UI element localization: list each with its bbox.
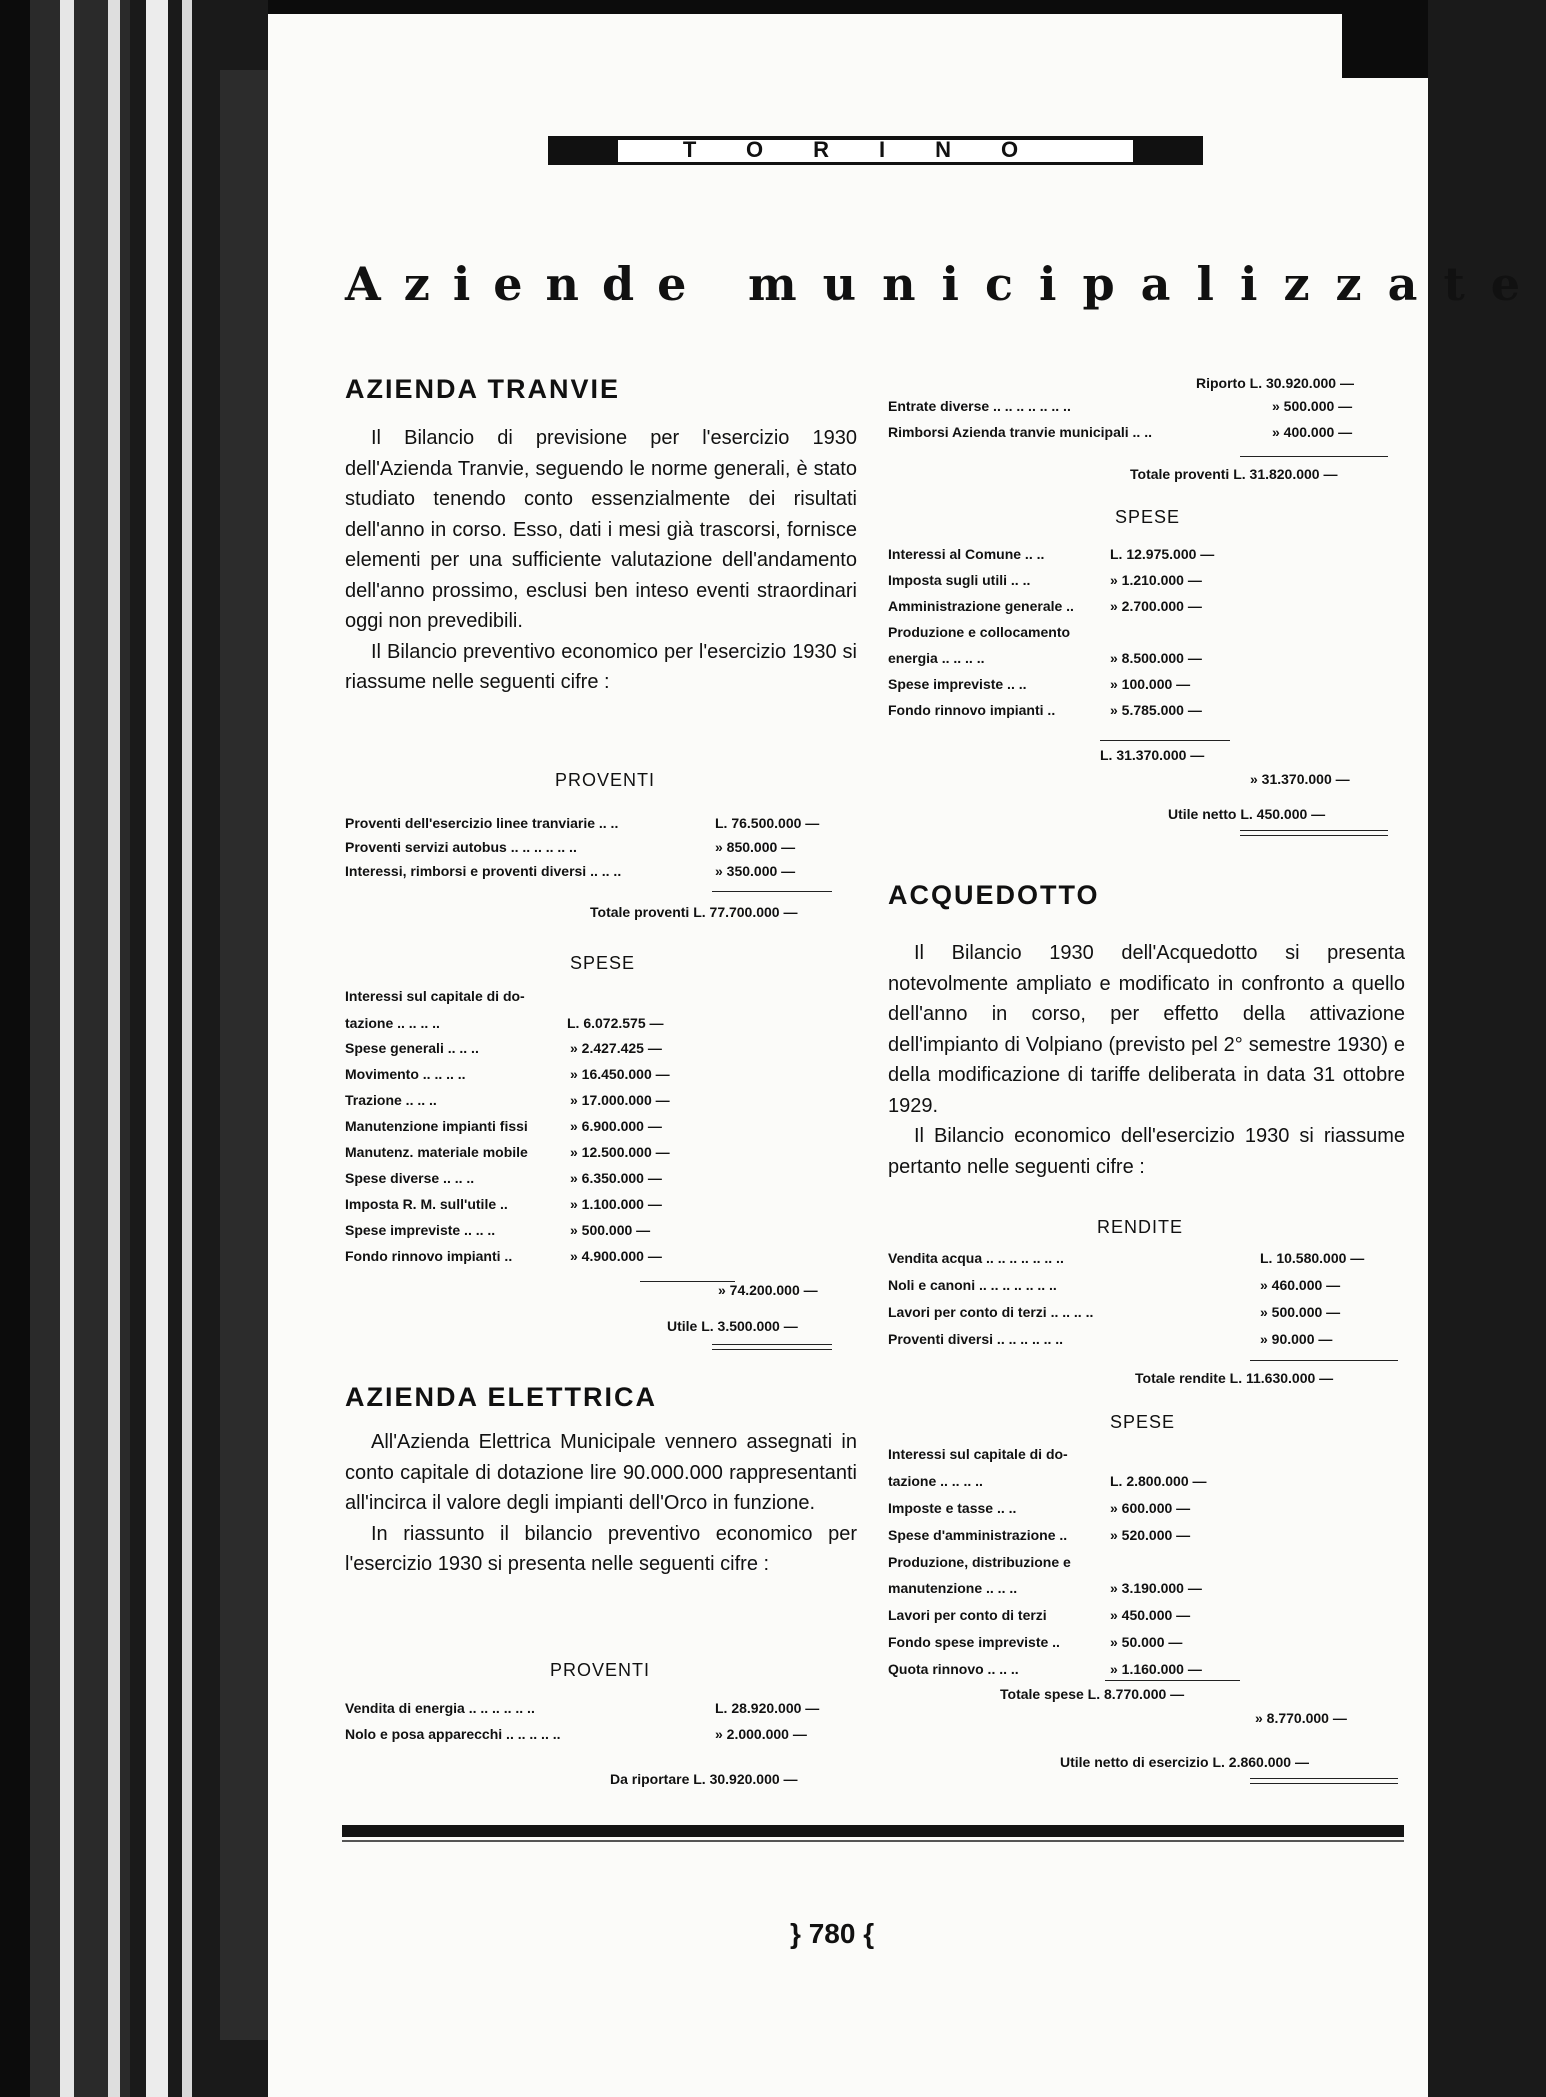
footer-rule (342, 1825, 1404, 1837)
row-value: » 520.000 — (1110, 1527, 1191, 1543)
row-label: Nolo e posa apparecchi .. .. .. .. .. (345, 1726, 561, 1742)
tranvie-text (345, 423, 857, 698)
elettrica-paragraph-1: All'Azienda Elettrica Municipale vennero assegnati in conto capitale di dotazione lire 90.000.000 rappresentanti all'incirca il valore degli impianti dell'Orco in funzione. (345, 1431, 857, 1514)
row-label: Noli e canoni .. .. .. .. .. .. .. (888, 1277, 1057, 1293)
row-label: Vendita di energia .. .. .. .. .. .. (345, 1700, 535, 1716)
elettrica-spese-heading: SPESE (1115, 507, 1181, 527)
table-row (888, 1250, 1408, 1277)
acquedotto-rendite-table (888, 1250, 1408, 1358)
double-rule (1240, 835, 1388, 836)
row-value: » 6.900.000 — (570, 1118, 662, 1134)
table-row (888, 398, 1408, 424)
title-word-1: Aziende (345, 257, 710, 311)
elettrica-spese-subtotal: L. 31.370.000 — (1100, 747, 1205, 763)
row-label: tazione .. .. .. .. (345, 1015, 440, 1031)
row-label: Movimento .. .. .. .. (345, 1066, 466, 1082)
section-heading-elettrica: AZIENDA ELETTRICA (345, 1382, 657, 1412)
sum-line (1105, 1680, 1240, 1681)
tranvie-paragraph-1: Il Bilancio di previsione per l'esercizio 1930 dell'Azienda Tranvie, seguendo le norme generali, è stato studiato tenendo conto essenzialmente dei risultati dell'anno in corso. Esso, dati i mesi già trascorsi, fornisce elementi per una sufficiente valutazione dell'andamento dell'anno prossimo, esclusi ben inteso eventi straordinari oggi non prevedibili. (345, 427, 857, 632)
row-label: Interessi al Comune .. .. (888, 546, 1045, 562)
table-row (888, 1304, 1408, 1331)
double-rule (1250, 1783, 1398, 1784)
elettrica-text (345, 1427, 857, 1580)
row-label: Proventi diversi .. .. .. .. .. .. (888, 1331, 1064, 1347)
row-label: energia .. .. .. .. (888, 650, 985, 666)
row-label: Proventi dell'esercizio linee tranviarie .. .. (345, 815, 619, 831)
page-shadow (220, 70, 268, 2040)
tranvie-paragraph-2: Il Bilancio preventivo economico per l'esercizio 1930 si riassume nelle seguenti cifre : (345, 640, 857, 693)
row-value: » 12.500.000 — (570, 1144, 670, 1160)
table-row (888, 1554, 1268, 1580)
row-value: » 500.000 — (1260, 1304, 1341, 1320)
row-value: » 5.785.000 — (1110, 702, 1202, 718)
row-label: Trazione .. .. .. (345, 1092, 437, 1108)
table-row (888, 1661, 1268, 1688)
tranvie-totale-proventi: Totale proventi L. 77.700.000 — (590, 904, 798, 920)
acquedotto-spese-heading: SPESE (1110, 1412, 1176, 1432)
row-value: L. 12.975.000 — (1110, 546, 1215, 562)
row-value: » 50.000 — (1110, 1634, 1183, 1650)
double-rule (712, 1349, 832, 1350)
acquedotto-text (888, 938, 1405, 1182)
elettrica-da-riportare: Da riportare L. 30.920.000 — (610, 1771, 798, 1787)
double-rule (1240, 830, 1388, 831)
row-value: » 3.190.000 — (1110, 1580, 1202, 1596)
table-row (888, 702, 1268, 728)
double-rule (1250, 1778, 1398, 1779)
row-value: » 2.000.000 — (715, 1726, 807, 1742)
row-label: Quota rinnovo .. .. .. (888, 1661, 1019, 1677)
row-label: Manutenz. materiale mobile (345, 1144, 528, 1160)
table-row (345, 1040, 725, 1066)
section-heading-tranvie: AZIENDA TRANVIE (345, 374, 621, 404)
elettrica-proventi-cont-table (888, 398, 1408, 450)
acquedotto-totale-spese: Totale spese L. 8.770.000 — (1000, 1686, 1185, 1702)
row-label: Spese d'amministrazione .. (888, 1527, 1068, 1543)
table-row (888, 650, 1268, 676)
acquedotto-spese-table (888, 1446, 1268, 1688)
row-value: » 16.450.000 — (570, 1066, 670, 1082)
table-row (888, 1277, 1408, 1304)
table-row (345, 1066, 725, 1092)
page-number-ornament-left: } (790, 1918, 801, 1949)
row-value: L. 76.500.000 — (715, 815, 820, 831)
row-label: Vendita acqua .. .. .. .. .. .. .. (888, 1250, 1064, 1266)
table-row (345, 1248, 725, 1274)
acquedotto-totale-rendite: Totale rendite L. 11.630.000 — (1135, 1370, 1334, 1386)
row-value: » 850.000 — (715, 839, 796, 855)
row-label: Fondo rinnovo impianti .. (888, 702, 1056, 718)
book-edge (0, 0, 30, 2097)
row-label: Lavori per conto di terzi .. .. .. .. (888, 1304, 1094, 1320)
top-border (268, 0, 1428, 14)
row-value: » 350.000 — (715, 863, 796, 879)
header-band (548, 136, 1203, 165)
row-value: » 4.900.000 — (570, 1248, 662, 1264)
row-label: Proventi servizi autobus .. .. .. .. .. .. (345, 839, 577, 855)
footer-rule-thin (342, 1840, 1404, 1842)
row-label: manutenzione .. .. .. (888, 1580, 1018, 1596)
page-number (790, 1918, 874, 1950)
table-row (345, 988, 725, 1015)
row-label: Imposta sugli utili .. .. (888, 572, 1031, 588)
title-word-2: municipalizzate (748, 257, 1546, 311)
sum-line (1240, 456, 1388, 457)
row-value: » 460.000 — (1260, 1277, 1341, 1293)
table-row (888, 424, 1408, 450)
table-row (345, 863, 845, 887)
table-row (345, 1092, 725, 1118)
row-label: Interessi sul capitale di do- (888, 1446, 1068, 1462)
sum-line (1250, 1360, 1398, 1361)
row-label: Fondo rinnovo impianti .. (345, 1248, 513, 1264)
row-label: Spese impreviste .. .. .. (345, 1222, 496, 1238)
table-row (888, 1446, 1268, 1473)
page-number-value: 780 (808, 1918, 856, 1949)
row-label: Manutenzione impianti fissi (345, 1118, 528, 1134)
row-value: » 1.100.000 — (570, 1196, 662, 1212)
table-row (345, 1118, 725, 1144)
elettrica-spese-table (888, 546, 1268, 728)
row-value: » 2.427.425 — (570, 1040, 662, 1056)
page-edge (146, 0, 168, 2097)
elettrica-proventi-table (345, 1700, 845, 1752)
table-row (888, 1527, 1268, 1554)
row-label: Interessi, rimborsi e proventi diversi .. .. .. (345, 863, 622, 879)
table-row (345, 1144, 725, 1170)
table-row (888, 676, 1268, 702)
acquedotto-rendite-heading: RENDITE (1097, 1217, 1184, 1237)
table-row (888, 624, 1268, 650)
row-label: Spese diverse .. .. .. (345, 1170, 475, 1186)
row-value: » 500.000 — (570, 1222, 651, 1238)
row-value: » 6.350.000 — (570, 1170, 662, 1186)
row-value: » 100.000 — (1110, 676, 1191, 692)
row-label: Fondo spese impreviste .. (888, 1634, 1060, 1650)
row-value: » 8.500.000 — (1110, 650, 1202, 666)
table-row (888, 546, 1268, 572)
row-value: L. 6.072.575 — (567, 1015, 664, 1031)
row-value: L. 2.800.000 — (1110, 1473, 1207, 1489)
table-row (345, 1170, 725, 1196)
table-row (888, 1473, 1268, 1500)
page-number-ornament-right: { (863, 1918, 875, 1949)
elettrica-utile: Utile netto L. 450.000 — (1168, 806, 1326, 822)
table-row (888, 1331, 1408, 1358)
table-row (888, 572, 1268, 598)
row-value: » 600.000 — (1110, 1500, 1191, 1516)
section-heading-acquedotto: ACQUEDOTTO (888, 880, 1100, 910)
row-label: Spese impreviste .. .. (888, 676, 1027, 692)
tranvie-proventi-heading: PROVENTI (555, 770, 656, 790)
row-value: » 1.210.000 — (1110, 572, 1202, 588)
sum-line (1100, 740, 1230, 741)
acquedotto-paragraph-2: Il Bilancio economico dell'esercizio 1930 si riassume pertanto nelle seguenti cifre : (888, 1125, 1405, 1178)
row-value: » 2.700.000 — (1110, 598, 1202, 614)
elettrica-totale-proventi: Totale proventi L. 31.820.000 — (1130, 466, 1338, 482)
row-label: Imposte e tasse .. .. (888, 1500, 1017, 1516)
tranvie-spese-table (345, 988, 725, 1274)
row-value: L. 28.920.000 — (715, 1700, 820, 1716)
table-row (345, 1196, 725, 1222)
sum-line (712, 891, 832, 892)
row-label: Imposta R. M. sull'utile .. (345, 1196, 508, 1212)
elettrica-paragraph-2: In riassunto il bilancio preventivo economico per l'esercizio 1930 si presenta nelle seguenti cifre : (345, 1522, 857, 1575)
tranvie-spese-heading: SPESE (570, 953, 636, 973)
row-value: » 1.160.000 — (1110, 1661, 1202, 1677)
table-row (345, 1700, 845, 1726)
table-row (345, 815, 845, 839)
page-edge (182, 0, 192, 2097)
table-row (345, 1222, 725, 1248)
acquedotto-utile: Utile netto di esercizio L. 2.860.000 — (1060, 1754, 1309, 1770)
page-edge (108, 0, 120, 2097)
row-value: » 400.000 — (1272, 424, 1353, 440)
acquedotto-spese-total: » 8.770.000 — (1255, 1710, 1347, 1726)
row-value: » 90.000 — (1260, 1331, 1333, 1347)
row-label: Amministrazione generale .. (888, 598, 1074, 614)
elettrica-proventi-heading: PROVENTI (550, 1660, 651, 1680)
acquedotto-paragraph-1: Il Bilancio 1930 dell'Acquedotto si presenta notevolmente ampliato e modificato in confronto a quello dell'anno in corso, per effetto della attivazione dell'impianto di Volpiano (previsto pel 2° semestre 1930) e della modificazione di tariffe deliberata in data 31 ottobre 1929. (888, 942, 1405, 1117)
double-rule (712, 1344, 832, 1345)
tranvie-utile: Utile L. 3.500.000 — (667, 1318, 798, 1334)
header-city: TORINO (682, 137, 1069, 162)
row-value: » 500.000 — (1272, 398, 1353, 414)
table-row (888, 598, 1268, 624)
page-edge (60, 0, 74, 2097)
tranvie-proventi-table (345, 815, 845, 887)
table-row (888, 1607, 1268, 1634)
corner-shadow (1342, 0, 1428, 78)
row-label: Entrate diverse .. .. .. .. .. .. .. (888, 398, 1071, 414)
tranvie-spese-total: » 74.200.000 — (718, 1282, 818, 1298)
elettrica-spese-total: » 31.370.000 — (1250, 771, 1350, 787)
elettrica-riporto: Riporto L. 30.920.000 — (1196, 375, 1354, 391)
row-label: Spese generali .. .. .. (345, 1040, 479, 1056)
table-row (888, 1500, 1268, 1527)
table-row (345, 839, 845, 863)
row-label: tazione .. .. .. .. (888, 1473, 983, 1489)
row-value: » 17.000.000 — (570, 1092, 670, 1108)
row-label: Produzione e collocamento (888, 624, 1071, 640)
row-label: Rimborsi Azienda tranvie municipali .. .. (888, 424, 1152, 440)
row-label: Produzione, distribuzione e (888, 1554, 1071, 1570)
page-title (345, 257, 1546, 311)
row-value: L. 10.580.000 — (1260, 1250, 1365, 1266)
table-row (888, 1634, 1268, 1661)
row-label: Lavori per conto di terzi (888, 1607, 1047, 1623)
table-row (345, 1015, 725, 1040)
row-label: Interessi sul capitale di do- (345, 988, 525, 1004)
row-value: » 450.000 — (1110, 1607, 1191, 1623)
table-row (888, 1580, 1268, 1607)
table-row (345, 1726, 845, 1752)
